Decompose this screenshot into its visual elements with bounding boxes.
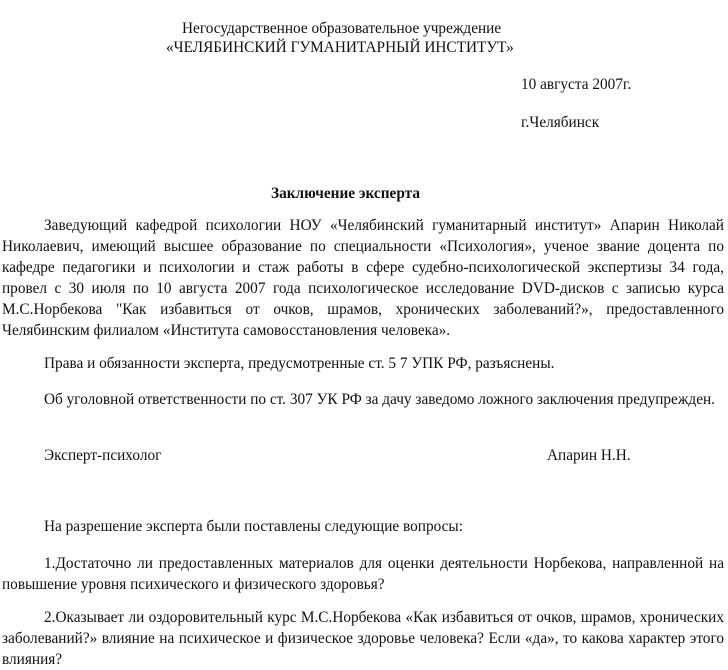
rights-paragraph: Права и обязанности эксперта, предусмотренные ст. 5 7 УПК РФ, разъяснены. xyxy=(44,355,555,372)
intro-paragraph: Заведующий кафедрой психологии НОУ «Челябинский гуманитарный институт» Апарин Николай Николаевич, имеющий высшее образование по специальности «Психология», ученое звание доцента по кафедре педагогики и психологии и стаж работы в сфере судебно-психологической экспертизы 34 года, провел с 30 июля по 10 августа 2007 года психологическое исследование DVD-дисков с записью курса М.С.Норбекова "Как избавиться от очков, шрамов, хронических заболеваний?», предоставленного Челябинским филиалом «Института самовосстановления человека». xyxy=(2,217,724,339)
question-item-1: 1.Достаточно ли предоставленных материалов для оценки деятельности Норбекова, направленной на повышение уровня психического и физического здоровья? xyxy=(2,555,724,593)
questions-intro: На разрешение эксперта были поставлены следующие вопросы: xyxy=(44,518,463,535)
question-item-2: 2.Оказывает ли оздоровительный курс М.С.Норбекова «Как избавиться от очков, шрамов, хронических заболеваний?» влияние на психическое и физическое здоровье человека? Если «да», то какова характер этого влияния? xyxy=(2,609,724,668)
document-city: г.Челябинск xyxy=(521,114,600,131)
org-name: «ЧЕЛЯБИНСКИЙ ГУМАНИТАРНЫЙ ИНСТИТУТ» xyxy=(166,39,514,56)
signature-role: Эксперт-психолог xyxy=(44,447,162,464)
liability-paragraph: Об уголовной ответственности по ст. 307 УК РФ за дачу заведомо ложного заключения предупрежден. xyxy=(44,391,716,408)
document-date: 10 августа 2007г. xyxy=(521,76,632,93)
document-title: Заключение эксперта xyxy=(271,185,420,202)
org-type: Негосударственное образовательное учреждение xyxy=(182,20,502,37)
signature-name: Апарин Н.Н. xyxy=(547,447,631,464)
